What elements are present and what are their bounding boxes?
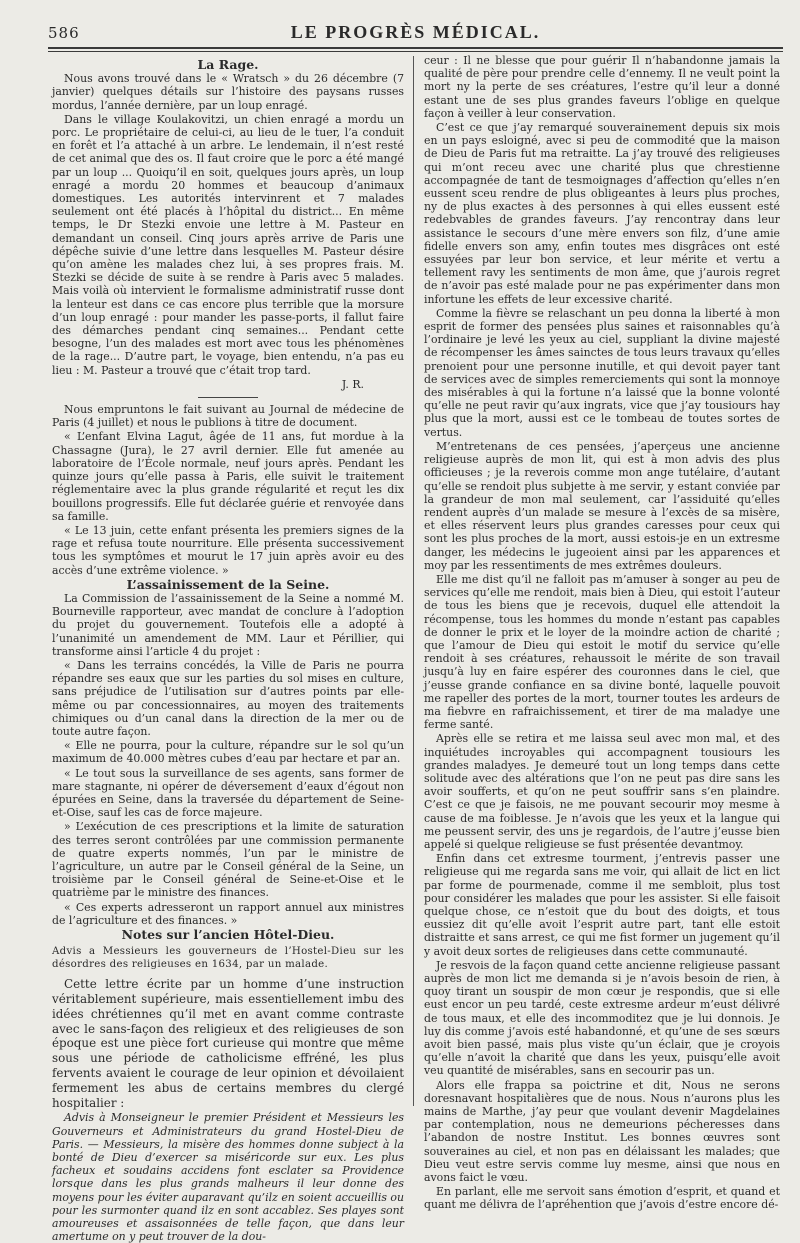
seine-paragraph-6: « Ces experts adresseront un rapport annuel aux ministres de l’agriculture et des finances. »: [52, 900, 404, 927]
rage-paragraph-5: « Le 13 juin, cette enfant présenta les premiers signes de la rage et refusa toute nourriture. Elle présenta successivement tous les symptômes et mourut le 17 juin après avoir eu des accès d’une extrême violence. »: [52, 523, 404, 577]
header-rule-thick: [48, 47, 783, 49]
seine-paragraph-3: « Elle ne pourra, pour la culture, répandre sur le sol qu’un maximum de 40.000 mètres cubes d’eau par hectare et par an.: [52, 739, 404, 766]
hotel-dieu-notice: Advis a Messieurs les gouverneurs de l’Hostel-Dieu sur les désordres des religieuses en 1634, par un malade.: [52, 946, 404, 971]
short-divider: [198, 397, 258, 398]
right-paragraph-3: Comme la fièvre se relaschant un peu donna la liberté à mon esprit de former des pensées plus saines et raisonnables qu’à l’ordinaire je levé les yeux au ciel, suppliant la divine majesté de récompenser les âmes sainctes de tous leurs travaux qu’elles prenoient pour une personne inutille, et qui devoit payer tant de services avec de simples remerciements qui sont la monnoye des misérables à qui la fortune n’a laissé que la bonne volonté qu’elle ne peut ravir qu’aux ingrats, vice que j’ay tousiours hay plus que la mort, aussi est ce le tombeau de toutes sortes de vertus.: [424, 306, 780, 439]
right-paragraph-1: ceur : Il ne blesse que pour guérir Il n’habandonne jamais la qualité de père pour prendre celle d’ennemy. Il ne veult point la mort ny la perte de ses créatures, l’estre qu’il leur a donné estant une de ses plus grandes faveurs l’oblige en quelque façon à veiller à leur conservation.: [424, 54, 780, 120]
right-paragraph-9: Alors elle frappa sa poictrine et dit, Nous ne serons doresnavant hospitalières que de nous. Nous n’aurons plus les mains de Marthe, j’ay peur que voulant devenir Magdelaines par contemplation, nous ne demeurions pécheresses dans l’abandon de nostre Institut. Les bonnes œuvres sont souveraines au ciel, et non pas en délaissant les malades; que Dieu veut estre servis comme luy mesme, ainsi que nous en avons faict le vœu.: [424, 1078, 780, 1185]
column-divider: [413, 56, 414, 1106]
left-column: [52, 54, 404, 1243]
rage-signature: J. R.: [341, 377, 364, 391]
seine-paragraph-1: La Commission de l’assainissement de la Seine a nommé M. Bourneville rapporteur, avec mandat de conclure à l’adoption du projet du gouvernement. Toutefois elle a adopté à l’unanimité un amendement de MM. Laur et Périllier, qui transforme ainsi l’article 4 du projet :: [52, 591, 404, 658]
header-rule-thin: [48, 51, 783, 52]
right-paragraph-10: En parlant, elle me servoit sans émotion d’esprit, et quand et quant me délivra de l’apréhention que j’avois d’estre encore dé-: [424, 1185, 780, 1212]
page-number: 586: [48, 24, 80, 42]
hotel-dieu-paragraph-2: Advis à Monseigneur le premier Président et Messieurs les Gouverneurs et Administrateurs du grand Hostel-Dieu de Paris. — Messieurs, la misère des hommes donne subject à la bonté de Dieu d’exercer sa miséricorde sur eux. Les plus facheux et soudains accidens font esclater sa Providence lorsque dans les plus grands malheurs il leur donne des moyens pour les éviter auparavant qu’ilz en soient accueillis ou pour les surmonter quand ilz en sont accablez. Ses playes sont amoureuses et assaisonnées de telle façon, que dans leur amertume on y peut trouver de la dou-: [52, 1111, 404, 1243]
seine-paragraph-2: « Dans les terrains concédés, la Ville de Paris ne pourra répandre ses eaux que sur les parties du sol mises en culture, sans préjudice de l’utilisation sur d’autres points par elle-même ou par concessionnaires, au moyen des traitements chimiques ou d’un canal dans la direction de la mer ou de toute autre façon.: [52, 658, 404, 738]
right-paragraph-8: Je resvois de la façon quand cette ancienne religieuse passant auprès de mon lict me demanda si je n’avois besoin de rien, à quoy tirant un souspir de mon cœur je respondis, que si elle eust encor un peu tardé, ceste extresme ardeur m’eust délivré de tous maux, et elle des incommoditez que je lui donnois. Je luy dis comme j’avois esté habandonné, et qu’une de ses sœurs avoit bien passé, mais plus viste qu’un éclair, que je croyois qu’elle n’avoit la charité que dans les yeux, puisqu’elle avoit veu quantité de misérables, sans en secourir pas un.: [424, 958, 780, 1078]
running-title: LE PROGRÈS MÉDICAL.: [290, 22, 541, 42]
section-title-seine: L’assainissement de la Seine.: [126, 576, 330, 592]
right-paragraph-2: C’est ce que j’ay remarqué souverainement depuis six mois en un pays esloigné, avec si peu de commodité que la maison de Dieu de Paris fut ma retraitte. La j’ay trouvé des religieuses qui m’ont receu avec une charité plus que chrestienne accompagnée de tant de tesmoignages d’affection qu’elles n’en eussent sceu rendre de plus obligeantes à leurs plus proches, ny de plus exactes à des personnes à qui elles eussent esté redebvables de grandes faveurs. J’ay rencontray dans leur assistance le secours d’une mère envers son filz, d’une amie fidelle envers son amy, enfin toutes mes disgrâces ont esté essuyées par leur bon service, et leur mérite et vertu a tellement ravy les sentiments de mon âme, que j’aurois regret de n’avoir pas esté malade pour ne pas expérimenter dans mon infortune les effets de leur excessive charité.: [424, 121, 780, 306]
page-header: [48, 22, 783, 46]
rage-paragraph-2: Dans le village Koulakovitzi, un chien enragé a mordu un porc. Le propriétaire de celui-ci, au lieu de le tuer, l’a conduit en forêt et l’a attaché à un arbre. Le lendemain, il n’est resté de cet animal que des os. Il faut croire que le porc a été mangé par un loup ... Quoiqu’il en soit, quelques jours après, un loup enragé a mordu 20 hommes et beaucoup d’animaux domestiques. Les autorités intervinrent et 7 malades seulement ont été placés à l’hôpital du district... En même temps, le Dr Stezki envoie une lettre à M. Pasteur en demandant un conseil. Cinq jours après arrive de Paris une dépêche suivie d’une lettre dans lesquelles M. Pasteur désire qu’on amène les malades chez lui, à ses propres frais. M. Stezki se décide de suite à se rendre à Paris avec 5 malades. Mais voilà où intervient le formalisme administratif russe dont la lenteur est dans ce cas encore plus terrible que la morsure d’un loup enragé : pour mander les passe-ports, il fallut faire des démarches pendant cinq semaines... Pendant cette besogne, l’un des malades est mort avec tous les phénomènes de la rage... D’autre part, le voyage, bien entendu, n’a pas eu lieu : M. Pasteur a trouvé que c’était trop tard.: [52, 112, 404, 377]
right-paragraph-4: M’entretenans de ces pensées, j’aperçeus une ancienne religieuse auprès de mon lit, qui est à mon advis des plus officieuses ; je la reverois comme mon ange tutélaire, d’autant qu’elle se rendoit plus subjette à me servir, y estant conviée par la grandeur de mon mal seulement, car l’assiduité qu’elles rendent auprès d’un malade se mesure à l’excès de sa misère, et elles réservent leurs plus grandes caresses pour ceux qui sont les plus proches de la mort, aussi estois-je en un extresme danger, les médecins le jugeoient ainsi par les apparences et moy par les ressentiments de mes extrêmes douleurs.: [424, 439, 780, 572]
rage-paragraph-3: Nous empruntons le fait suivant au Journal de médecine de Paris (4 juillet) et nous le publions à titre de document.: [52, 403, 404, 430]
right-paragraph-6: Après elle se retira et me laissa seul avec mon mal, et des inquiétudes incroyables qui accompagnent tousiours les grandes maladyes. Je demeuré tout un long temps dans cette solitude avec des altérations que l’on ne peut pas dire sans les avoir soufferts, et qu’on ne peut souffrir sans s’en plaindre. C’est ce que je faisois, ne me pouvant secourir moy mesme à cause de ma foiblesse. Je n’avois que les yeux et la langue qui me peussent servir, des uns je regardois, de l’autre j’eusse bien appelé si quelque religieuse se fust présentée devantmoy.: [424, 732, 780, 851]
right-paragraph-7: Enfin dans cet extresme tourment, j’entrevis passer une religieuse qui me regarda sans me voir, qui allait de lict en lict par forme de pourmenade, comme il me sembloit, plus tost pour considérer les malades que pour les assister. Si elle faisoit quelque chose, ce n’estoit que du bout des doigts, et tous eussiez dit qu’elle avoit l’esprit autre part, tant elle estoit distraitte et sans arrest, ce qui me fist former un jugement qu’il y avoit deux sortes de religieuses dans cette communauté.: [424, 852, 780, 958]
section-title-rage: La Rage.: [197, 57, 259, 72]
rage-paragraph-1: Nous avons trouvé dans le « Wratsch » du 26 décembre (7 janvier) quelques détails sur l’histoire des paysans russes mordus, l’année dernière, par un loup enragé.: [52, 72, 404, 112]
seine-paragraph-4: « Le tout sous la surveillance de ses agents, sans former de mare stagnante, ni opérer de déversement d’eaux d’égout non épurées en Seine, dans la traversée du département de Seine-et-Oise, sauf les cas de force majeure.: [52, 766, 404, 820]
right-column: [424, 54, 780, 1212]
seine-paragraph-5: » L’exécution de ces prescriptions et la limite de saturation des terres seront contrôlées par une commission permanente de quatre experts nommés, l’un par le ministre de l’agriculture, un autre par le Conseil général de la Seine, un troisième par le Conseil général de Seine-et-Oise et le quatrième par le ministre des finances.: [52, 820, 404, 900]
hotel-dieu-paragraph-1: Cette lettre écrite par un homme d’une instruction véritablement supérieure, mais essentiellement imbu des idées chrétiennes qu’il met en avant comme contraste avec le sans-façon des religieux et des religieuses de son époque est une pièce fort curieuse qui montre que même sous une période de catholicisme effréné, les plus fervents avaient le courage de leur opinion et dévoilaient fermement les abus de certains membres du clergé hospitalier :: [52, 977, 404, 1110]
section-title-hotel-dieu: Notes sur l’ancien Hôtel-Dieu.: [121, 927, 335, 942]
rage-paragraph-4: « L’enfant Elvina Lagut, âgée de 11 ans, fut mordue à la Chassagne (Jura), le 27 avril dernier. Elle fut amenée au laboratoire de l’École normale, neuf jours après. Pendant les quinze jours qu’elle passa à Paris, elle suivit le traitement réglementaire avec la plus grande régularité et reçut les dix bouillons progressifs. Elle fut déclarée guérie et renvoyée dans sa famille.: [52, 430, 404, 523]
right-paragraph-5: Elle me dist qu’il ne falloit pas m’amuser à songer au peu de services qu’elle me rendoit, mais bien à Dieu, qui estoit l’auteur de tous les biens que je recevois, duquel elle attendoit la récompense, tous les hommes du monde n’estant pas capables de donner le prix et le loyer de la moindre action de charité ; que l’amour de Dieu qui estoit le motif du service qu’elle rendoit à ses créatures, rehaussoit le mérite de son travail jusqu’à luy en faire espérer des couronnes dans le ciel, que j’eusse grande confiance en sa divine bonté, laquelle pouvoit me rapeller des portes de la mort, tourner toutes les ardeurs de ma fiebvre en rafraichissement, et tirer de ma maladye une ferme santé.: [424, 572, 780, 732]
